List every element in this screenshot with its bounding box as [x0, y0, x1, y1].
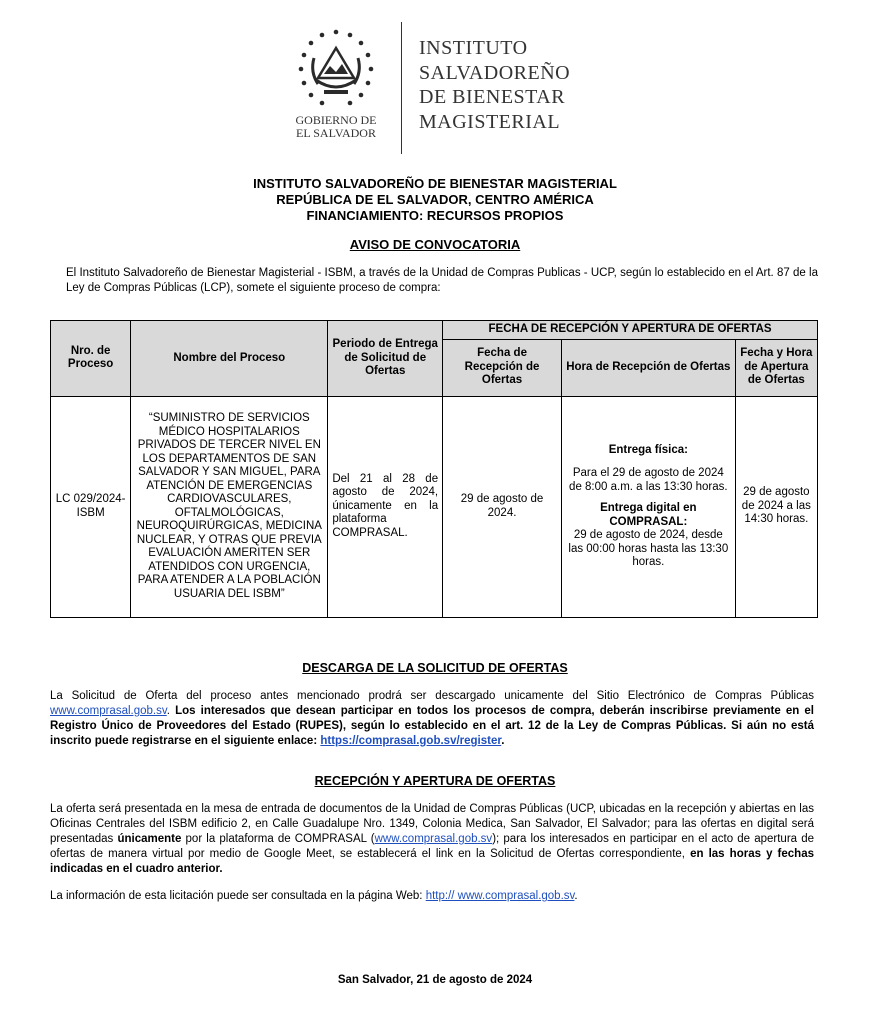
descarga-title: DESCARGA DE LA SOLICITUD DE OFERTAS	[302, 661, 568, 675]
letterhead	[0, 0, 870, 160]
info-link[interactable]: http:// www.comprasal.gob.sv	[425, 890, 575, 902]
government-label: GOBIERNO DE EL SALVADOR	[295, 113, 377, 140]
cell-hora-recepcion	[561, 396, 735, 617]
header-fecha-apertura: Fecha y Hora de Apertura de Ofertas	[735, 339, 817, 396]
cell-nro: LC 029/2024-ISBM	[51, 396, 131, 617]
process-table	[50, 320, 818, 618]
entrega-fisica-title: Entrega física:	[608, 443, 688, 456]
table-row	[51, 396, 818, 617]
coat-of-arms-icon	[294, 28, 378, 112]
aviso-title: AVISO DE CONVOCATORIA	[349, 237, 521, 252]
recepcion-title: RECEPCIÓN Y APERTURA DE OFERTAS	[314, 774, 556, 788]
comprasal-link[interactable]: www.comprasal.gob.sv	[50, 705, 167, 717]
recepcion-paragraph: La oferta será presentada en la mesa de entrada de documentos de la Unidad de Compras Públicas (UCP, ubicadas en la recepción y abiertas en las Oficinas Centrales del ISBM edificio 2, en Calle Guadalupe Nro. 1349, Colonia Medica, San Salvador, El Salvador; para las ofertas en digital será presentadas únicamente por la plataforma de COMPRASAL (www.comprasal.gob.sv); para los interesados en participar en el acto de apertura de ofertas de manera virtual por medio de Google Meet, se establecerá el link en la Solicitud de Ofertas correspondiente, en las horas y fechas indicadas en el cuadro anterior.	[50, 803, 814, 875]
institute-wordmark: INSTITUTO SALVADOREÑO DE BIENESTAR MAGISTERIAL	[419, 37, 571, 133]
header-nro: Nro. de Proceso	[51, 321, 131, 397]
entrega-digital-title: Entrega digital en COMPRASAL:	[600, 502, 697, 528]
intro-paragraph: El Instituto Salvadoreño de Bienestar Magisterial - ISBM, a través de la Unidad de Compras Publicas - UCP, según lo establecido en el Art. 87 de la Ley de Compras Públicas (LCP), somete el siguiente proceso de compra:	[66, 267, 818, 294]
cell-nombre: “SUMINISTRO DE SERVICIOS MÉDICO HOSPITALARIOS PRIVADOS DE TERCER NIVEL EN LOS DEPARTAMENTOS DE SAN SALVADOR Y SAN MIGUEL, PARA ATENCIÓN DE EMERGENCIAS CARDIOVASCULARES, OFTALMOLÓGICAS, NEUROQUIRÚRGICAS, MEDICINA NUCLEAR, Y OTRAS QUE PREVIA EVALUACIÓN AMERITEN SER ATENDIDOS CON URGENCIA, PARA ATENDER A LA POBLACIÓN USUARIA DEL ISBM”	[131, 396, 328, 617]
cell-fecha-apertura: 29 de agosto de 2024 a las 14:30 horas.	[735, 396, 817, 617]
header-nombre: Nombre del Proceso	[131, 321, 328, 397]
header-group: FECHA DE RECEPCIÓN Y APERTURA DE OFERTAS	[443, 321, 818, 340]
signature-date: San Salvador, 21 de agosto de 2024	[337, 974, 533, 986]
header-hora-recepcion: Hora de Recepción de Ofertas	[561, 339, 735, 396]
comprasal-link-2[interactable]: www.comprasal.gob.sv	[374, 833, 493, 845]
entrega-digital-text: 29 de agosto de 2024, desde las 00:00 horas hasta las 13:30 horas.	[568, 529, 729, 568]
entrega-fisica-text: Para el 29 de agosto de 2024 de 8:00 a.m. a las 13:30 horas.	[569, 467, 728, 493]
cell-periodo: Del 21 al 28 de agosto de 2024, únicamente en la plataforma COMPRASAL.	[328, 396, 443, 617]
register-link[interactable]: https://comprasal.gob.sv/register	[320, 735, 502, 747]
descarga-paragraph: La Solicitud de Oferta del proceso antes mencionado prodrá ser descargado unicamente del Sitio Electrónico de Compras Públicas www.comprasal.gob.sv. Los interesados que desean participar en todos los procesos de compra, deberán inscribirse previamente en el Registro Único de Proveedores del Estado (RUPES), según lo establecido en el art. 12 de la Ley de Compras Públicas. Si aún no está inscrito puede registrarse en el siguiente enlace: https://comprasal.gob.sv/register.	[50, 690, 815, 747]
cell-fecha-recepcion: 29 de agosto de 2024.	[443, 396, 562, 617]
info-paragraph: La información de esta licitación puede ser consultada en la página Web: http:// www.comprasal.gob.sv.	[50, 890, 578, 902]
header-fecha-recepcion: Fecha de Recepción de Ofertas	[443, 339, 562, 396]
document-heading: INSTITUTO SALVADOREÑO DE BIENESTAR MAGISTERIAL REPÚBLICA DE EL SALVADOR, CENTRO AMÉRICA FINANCIAMIENTO: RECURSOS PROPIOS	[253, 176, 617, 223]
header-periodo: Periodo de Entrega de Solicitud de Ofertas	[328, 321, 443, 397]
header-divider	[401, 22, 402, 154]
